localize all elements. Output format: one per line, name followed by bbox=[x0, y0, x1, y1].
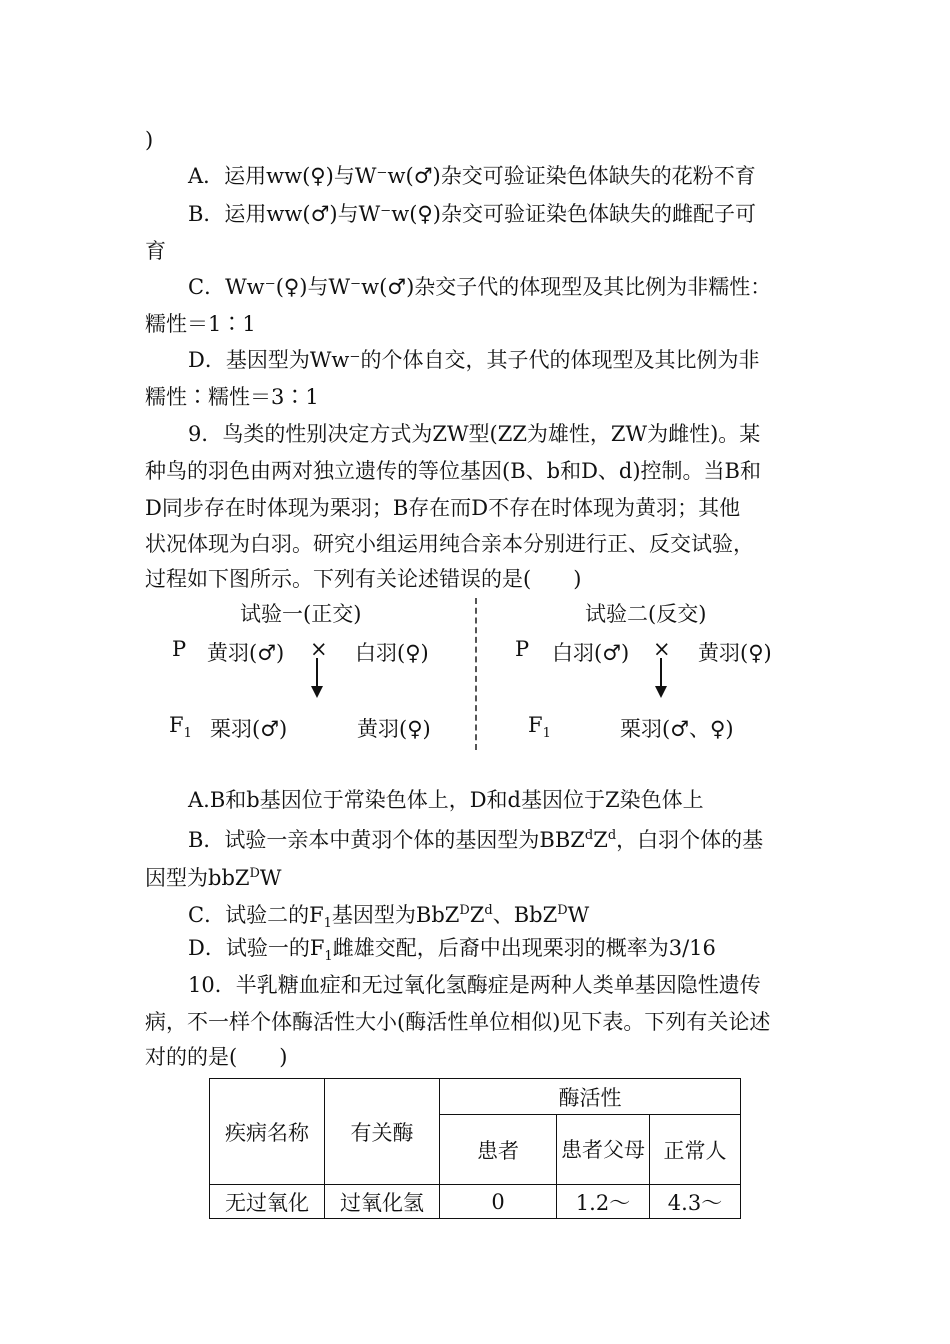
table-cell: 过氧化氢 bbox=[325, 1185, 440, 1219]
header-parents: 患者父母 bbox=[557, 1115, 650, 1185]
cross-symbol: × bbox=[310, 637, 328, 661]
enzyme-table bbox=[209, 1078, 741, 1219]
text-line: 育 bbox=[145, 239, 166, 263]
exp2-f1: 栗羽(♂、♀) bbox=[620, 717, 734, 741]
exp2-title: 试验二(反交) bbox=[585, 602, 707, 626]
down-arrow-icon bbox=[660, 658, 662, 696]
exp1-f1-female: 黄羽(♀) bbox=[357, 717, 431, 741]
option-d-q8: D．基因型为Ww⁻的个体自交，其子代的体现型及其比例为非 bbox=[188, 348, 760, 372]
table-cell: 1.2～ bbox=[557, 1185, 650, 1219]
question-10: 10．半乳糖血症和无过氧化氢酶症是两种人类单基因隐性遗传 bbox=[188, 973, 761, 997]
option-b-q9: B．试验一亲本中黄羽个体的基因型为$BBZ^dZ^d$，白羽个体的基 bbox=[188, 828, 764, 852]
text-line: 因型为bbZ$^D$W bbox=[145, 866, 282, 890]
text-line: 病，不一样个体酶活性大小(酶活性单位相似)见下表。下列有关论述 bbox=[145, 1010, 771, 1034]
p-label: P bbox=[172, 637, 187, 661]
question-9: 9．鸟类的性别决定方式为ZW型(ZZ为雄性，ZW为雌性)。某 bbox=[188, 422, 761, 446]
divider-line bbox=[475, 598, 477, 750]
option-a-q9: A.B和b基因位于常染色体上，D和d基因位于Z染色体上 bbox=[188, 788, 704, 812]
header-patient: 患者 bbox=[440, 1115, 557, 1185]
text-line: 糯性＝1∶1 bbox=[145, 312, 256, 336]
down-arrow-icon bbox=[316, 658, 318, 696]
option-b-q8: B．运用ww(♂)与W⁻w(♀)杂交可验证染色体缺失的雌配子可 bbox=[188, 202, 756, 226]
exp1-f1-male: 栗羽(♂) bbox=[210, 717, 288, 741]
text-line: 种鸟的羽色由两对独立遗传的等位基因(B、b和D、d)控制。当B和 bbox=[145, 459, 761, 483]
text-line: ) bbox=[145, 128, 154, 152]
exp1-title: 试验一(正交) bbox=[240, 602, 362, 626]
table-cell: 0 bbox=[440, 1185, 557, 1219]
header-normal: 正常人 bbox=[650, 1115, 741, 1185]
table-cell: 无过氧化 bbox=[210, 1185, 325, 1219]
f1-label: $F_1$ bbox=[528, 713, 551, 742]
table-cell: 4.3～ bbox=[650, 1185, 741, 1219]
header-activity: 酶活性 bbox=[440, 1079, 741, 1115]
exp2-p-male: 白羽(♂) bbox=[552, 641, 630, 665]
option-c-q8: C．Ww⁻(♀)与W⁻w(♂)杂交子代的体现型及其比例为非糯性： bbox=[188, 275, 772, 299]
header-enzyme: 有关酶 bbox=[325, 1079, 440, 1185]
text-line: 状况体现为白羽。研究小组运用纯合亲本分别进行正、反交试验， bbox=[145, 532, 754, 556]
option-d-q9: D．试验一的$F_1$雌雄交配，后裔中出现栗羽的概率为3/16 bbox=[188, 936, 716, 965]
option-c-q9: C．试验二的$F_1$基因型为$BbZ^DZ^d$、BbZ$^D$W bbox=[188, 903, 590, 932]
exp2-p-female: 黄羽(♀) bbox=[698, 641, 772, 665]
cross-symbol: × bbox=[653, 637, 671, 661]
f1-label: $F_1$ bbox=[169, 713, 192, 742]
option-a-q8: A．运用ww(♀)与W⁻w(♂)杂交可验证染色体缺失的花粉不育 bbox=[188, 164, 756, 188]
header-disease: 疾病名称 bbox=[210, 1079, 325, 1185]
text-line: 糯性∶糯性＝3∶1 bbox=[145, 385, 319, 409]
text-line: D同步存在时体现为栗羽；B存在而D不存在时体现为黄羽；其他 bbox=[145, 496, 741, 520]
p-label: P bbox=[515, 637, 530, 661]
exp1-p-male: 黄羽(♂) bbox=[207, 641, 285, 665]
text-line: 对的的是( ) bbox=[145, 1045, 288, 1069]
text-line: 过程如下图所示。下列有关论述错误的是( ) bbox=[145, 567, 582, 591]
exp1-p-female: 白羽(♀) bbox=[355, 641, 429, 665]
